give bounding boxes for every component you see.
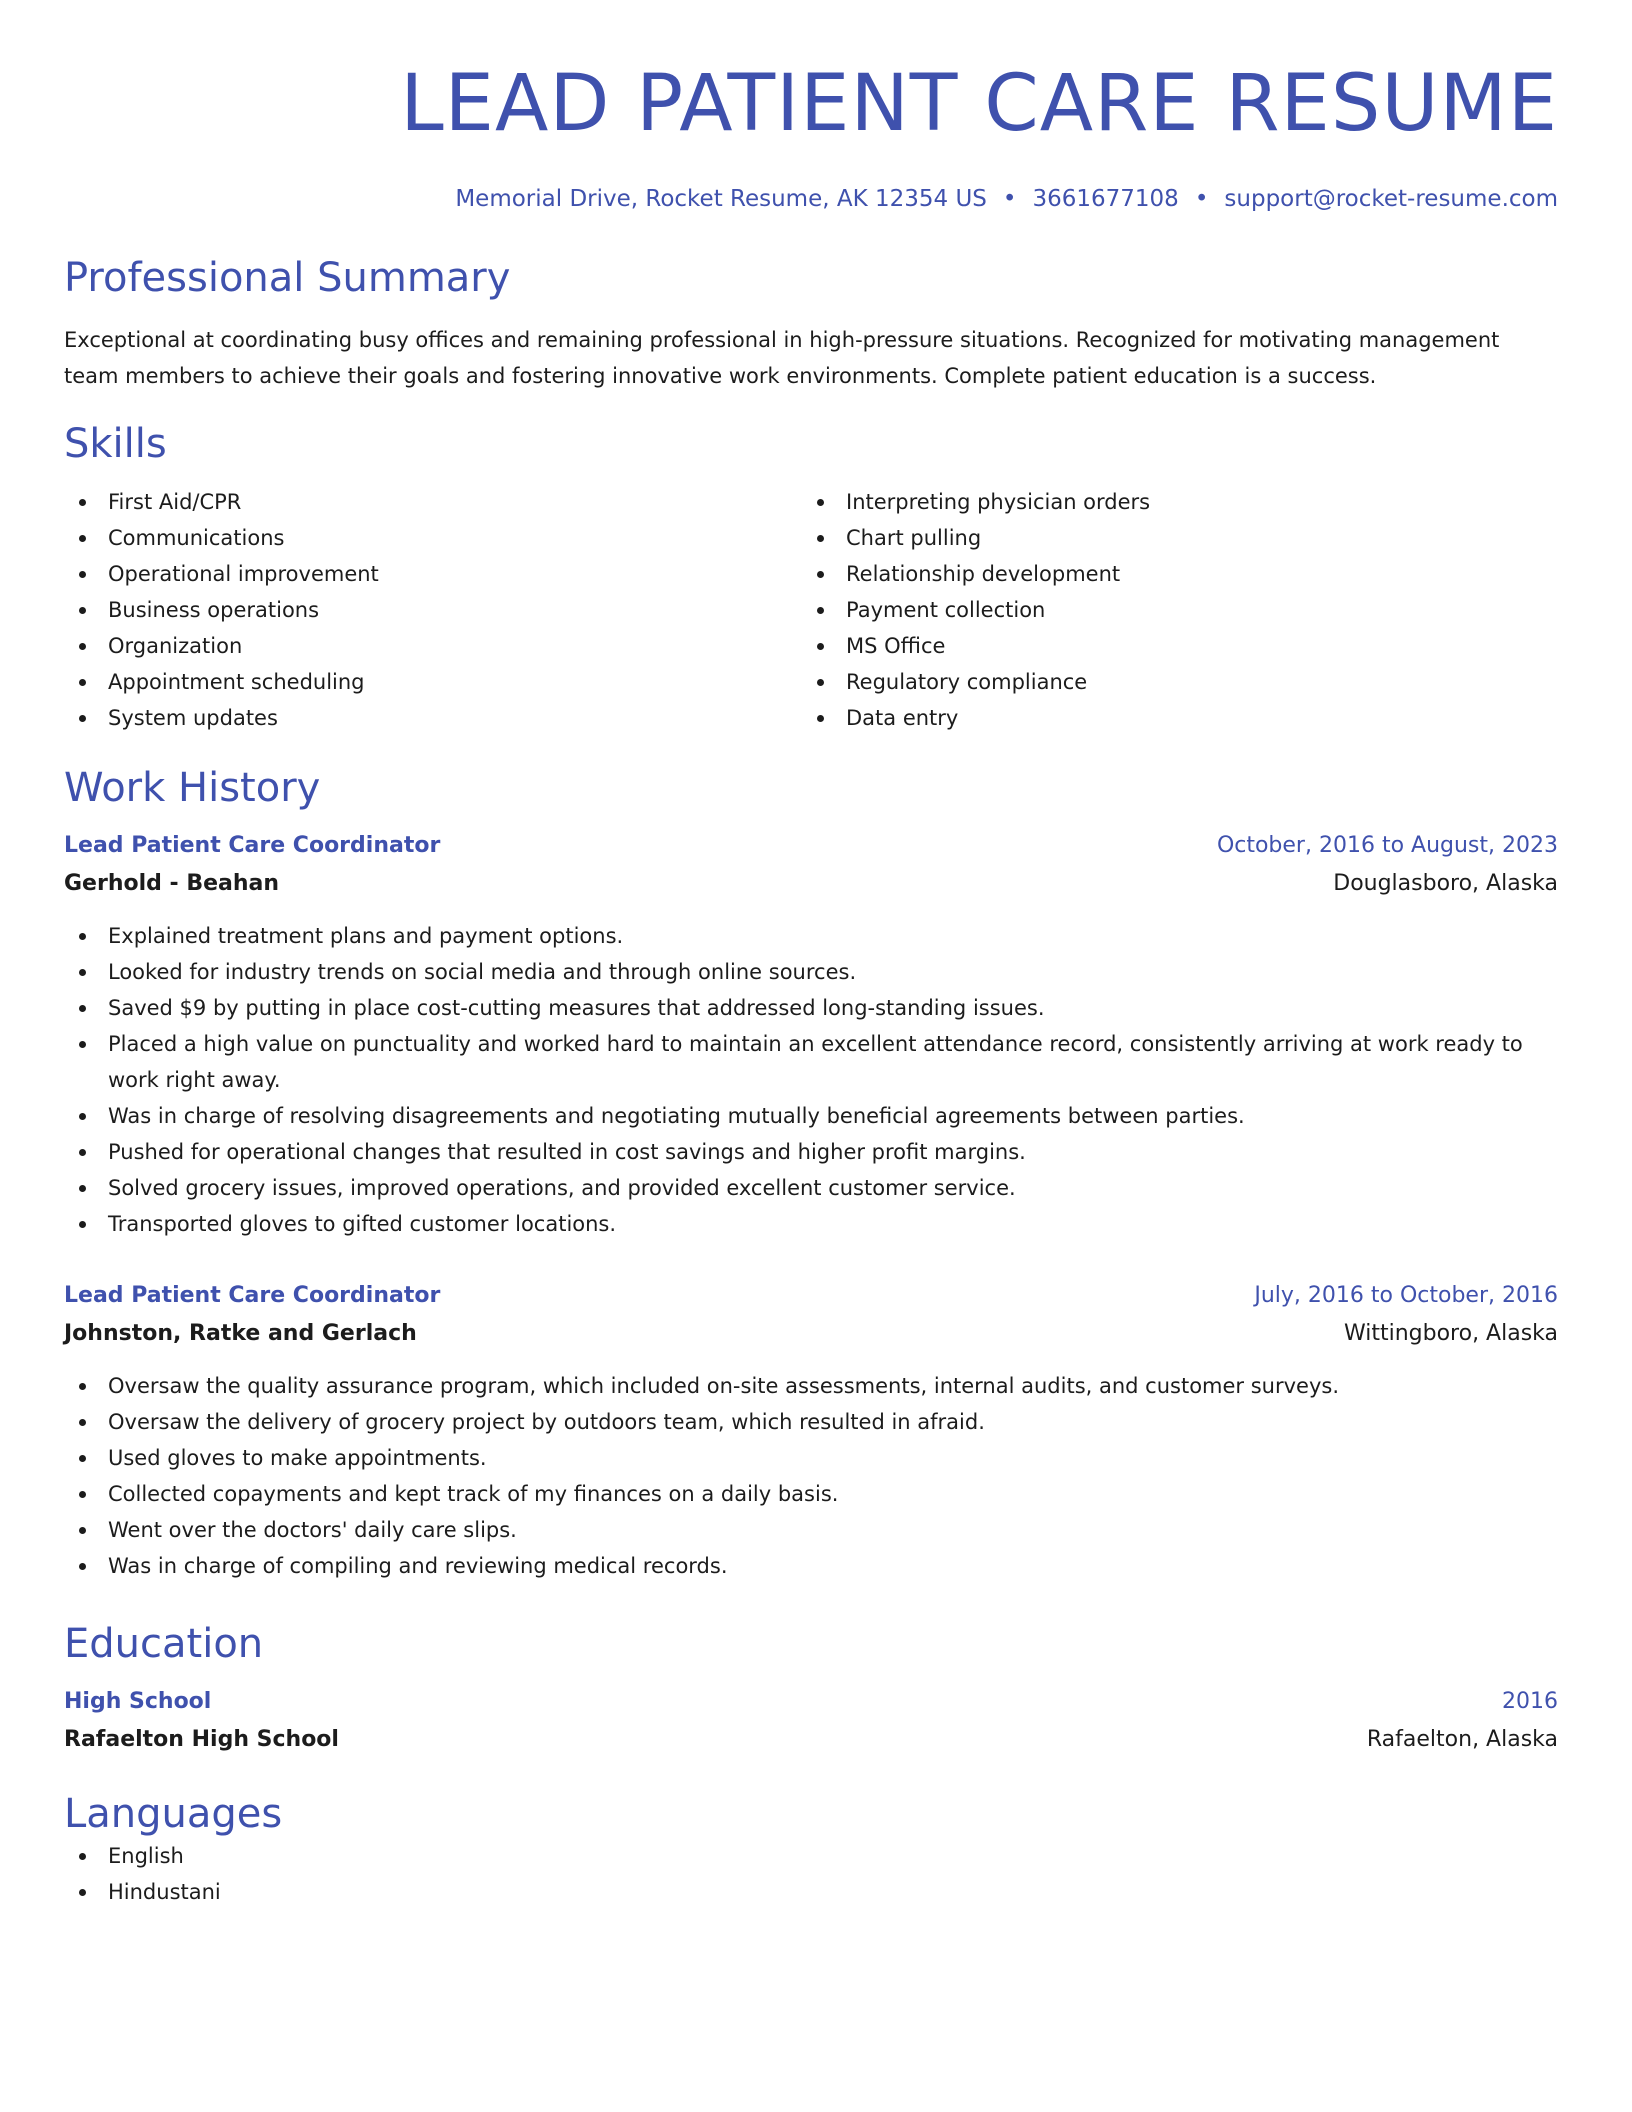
job-duty: Explained treatment plans and payment options.: [64, 918, 1558, 954]
education-entry: [64, 1684, 1558, 1760]
language-item: Hindustani: [64, 1874, 1558, 1910]
skill-item: Business operations: [64, 592, 802, 628]
job-title-row: [64, 828, 1558, 864]
languages-list: [64, 1838, 1558, 1910]
education-location: Rafaelton, Alaska: [1366, 1727, 1558, 1752]
skills-list-right: [802, 484, 1540, 736]
education-degree: High School: [64, 1689, 212, 1714]
education-school-row: [64, 1720, 1558, 1760]
contact-phone: 3661677108: [1032, 186, 1179, 212]
summary-text: Exceptional at coordinating busy offices and remaining professional in high-pressure situations. Recognized for motivating management team members to achieve their goals and fostering innovative work environments. Complete patient education is a success.: [64, 328, 1500, 388]
job-entry: [64, 1278, 1558, 1584]
skill-item: Relationship development: [802, 556, 1540, 592]
skill-item: MS Office: [802, 628, 1540, 664]
job-duty: Oversaw the quality assurance program, which included on-site assessments, internal audits, and customer surveys.: [64, 1368, 1558, 1404]
skills-column-left: [64, 484, 802, 736]
job-duty: Placed a high value on punctuality and worked hard to maintain an excellent attendance record, consistently arriving at work ready to work right away.: [64, 1026, 1558, 1098]
job-duty: Was in charge of resolving disagreements and negotiating mutually beneficial agreements between parties.: [64, 1098, 1558, 1134]
contact-address: Memorial Drive, Rocket Resume, AK 12354 US: [455, 186, 987, 212]
skill-item: Communications: [64, 520, 802, 556]
contact-email[interactable]: support@rocket-resume.com: [1224, 186, 1558, 212]
education-heading: Education: [64, 1621, 264, 1667]
job-company: Gerhold - Beahan: [64, 871, 280, 896]
job-duty: Collected copayments and kept track of my finances on a daily basis.: [64, 1476, 1558, 1512]
job-company-row: [64, 864, 1558, 904]
job-duty: Pushed for operational changes that resulted in cost savings and higher profit margins.: [64, 1134, 1558, 1170]
job-title-row: [64, 1278, 1558, 1314]
language-item: English: [64, 1838, 1558, 1874]
contact-separator: •: [1194, 186, 1209, 212]
job-duty: Went over the doctors' daily care slips.: [64, 1512, 1558, 1548]
job-duties-list: [64, 1368, 1558, 1584]
resume-title: LEAD PATIENT CARE RESUME: [400, 59, 1558, 149]
summary-heading: Professional Summary: [64, 255, 511, 301]
skill-item: Organization: [64, 628, 802, 664]
resume-page: [64, 0, 1558, 1910]
skill-item: Data entry: [802, 700, 1540, 736]
job-location: Wittingboro, Alaska: [1343, 1321, 1558, 1346]
skills-list-left: [64, 484, 802, 736]
job-company-row: [64, 1314, 1558, 1354]
education-degree-row: [64, 1684, 1558, 1720]
job-duty: Used gloves to make appointments.: [64, 1440, 1558, 1476]
contact-separator: •: [1002, 186, 1017, 212]
skill-item: Operational improvement: [64, 556, 802, 592]
job-dates: October, 2016 to August, 2023: [1216, 833, 1558, 858]
work-history-heading: Work History: [64, 765, 321, 811]
education-school: Rafaelton High School: [64, 1727, 339, 1752]
job-location: Douglasboro, Alaska: [1333, 871, 1558, 896]
job-duty: Transported gloves to gifted customer locations.: [64, 1206, 1558, 1242]
job-entry: [64, 828, 1558, 1242]
job-duty: Was in charge of compiling and reviewing medical records.: [64, 1548, 1558, 1584]
skills-heading: Skills: [64, 421, 167, 467]
skill-item: Appointment scheduling: [64, 664, 802, 700]
job-title: Lead Patient Care Coordinator: [64, 1283, 441, 1308]
skills-column-right: [802, 484, 1540, 736]
contact-line: [64, 184, 1558, 214]
languages-heading: Languages: [64, 1791, 283, 1837]
job-duty: Solved grocery issues, improved operations, and provided excellent customer service.: [64, 1170, 1558, 1206]
job-dates: July, 2016 to October, 2016: [1254, 1283, 1558, 1308]
skill-item: Payment collection: [802, 592, 1540, 628]
skills-columns: [64, 484, 1558, 736]
skill-item: Interpreting physician orders: [802, 484, 1540, 520]
job-duty: Oversaw the delivery of grocery project by outdoors team, which resulted in afraid.: [64, 1404, 1558, 1440]
job-duty: Saved $9 by putting in place cost-cutting measures that addressed long-standing issues.: [64, 990, 1558, 1026]
job-company: Johnston, Ratke and Gerlach: [64, 1321, 417, 1346]
skill-item: System updates: [64, 700, 802, 736]
skill-item: Regulatory compliance: [802, 664, 1540, 700]
education-year: 2016: [1502, 1689, 1558, 1714]
skill-item: First Aid/CPR: [64, 484, 802, 520]
skill-item: Chart pulling: [802, 520, 1540, 556]
job-duties-list: [64, 918, 1558, 1242]
job-title: Lead Patient Care Coordinator: [64, 833, 441, 858]
job-duty: Looked for industry trends on social media and through online sources.: [64, 954, 1558, 990]
